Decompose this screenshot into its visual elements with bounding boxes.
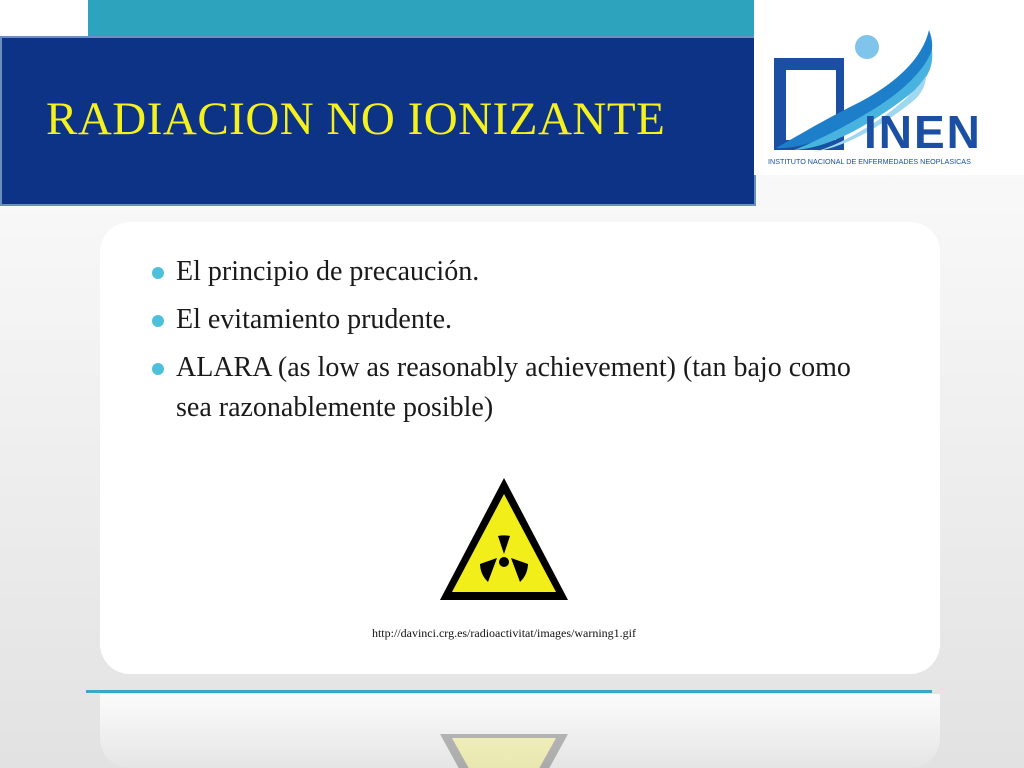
bullet-dot-icon: [152, 267, 164, 279]
bullet-item: [152, 348, 892, 428]
bullet-item: [152, 252, 892, 292]
logo-subtitle: INSTITUTO NACIONAL DE ENFERMEDADES NEOPLASICAS: [768, 157, 971, 166]
inen-logo: [754, 0, 1024, 175]
bullet-dot-icon: [152, 315, 164, 327]
top-strip-left: [0, 0, 88, 36]
slide-title: RADIACION NO IONIZANTE: [46, 93, 666, 145]
bullet-text: ALARA (as low as reasonably achievement) (tan bajo como sea razonablemente posible): [176, 352, 851, 423]
bullet-text: El evitamiento prudente.: [176, 304, 453, 335]
top-accent-strip: [88, 0, 754, 36]
image-source-caption: http://davinci.crg.es/radioactivitat/images/warning1.gif: [371, 626, 637, 640]
radiation-warning-icon: [436, 472, 572, 608]
reflection-triangle: [436, 734, 572, 768]
bullet-list: [152, 252, 892, 436]
inen-logo-icon: [754, 0, 1024, 175]
bottom-divider: [86, 690, 932, 693]
bullet-text: El principio de precaución.: [176, 256, 480, 287]
bullet-dot-icon: [152, 363, 164, 375]
content-card: [100, 222, 940, 674]
bullet-item: [152, 300, 892, 340]
logo-wordmark: INEN: [864, 106, 982, 158]
card-reflection: [100, 694, 940, 768]
